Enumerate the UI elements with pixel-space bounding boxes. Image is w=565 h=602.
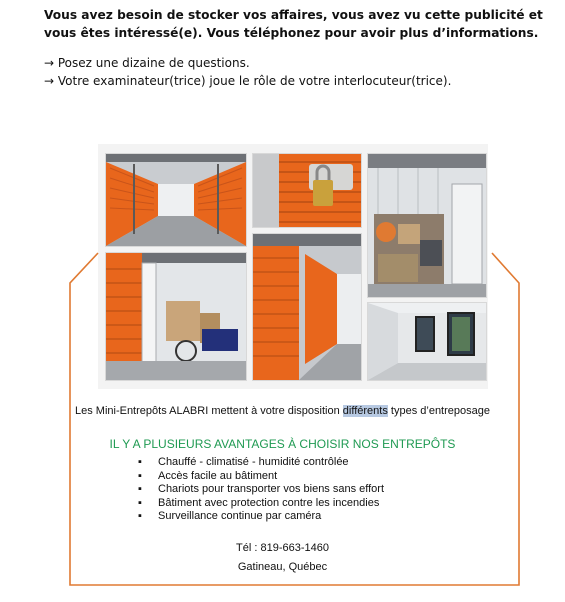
advantage-item: ▪ Chauffé - climatisé - humidité contrôlée — [136, 456, 384, 470]
advantage-item: ▪ Surveillance continue par caméra — [136, 510, 384, 524]
open-unit-cart-photo — [106, 253, 246, 380]
city-location: Gatineau, Québec — [237, 561, 328, 573]
advantage-item: ▪ Bâtiment avec protection contre les incendies — [136, 497, 384, 511]
instructions-title: Vous avez besoin de stocker vos affaires, vous avez vu cette publicité et vous êtes intéressé(e). Vous téléphonez pour avoir plus d’informations. — [44, 8, 543, 40]
advantage-item: ▪ Chariots pour transporter vos biens sans effort — [136, 483, 384, 497]
advantage-item: ▪ Accès facile au bâtiment — [136, 470, 384, 484]
tagline-text-end: types d’entreposage — [387, 405, 490, 417]
instructions-list — [44, 54, 559, 90]
phone-number: Tél : 819-663-1460 — [236, 542, 329, 554]
corridor-photo — [106, 154, 246, 246]
advantages-title: IL Y A PLUSIEURS AVANTAGES À CHOISIR NOS ENTREPÔTS — [109, 437, 456, 451]
tagline-highlight: différents — [342, 405, 388, 417]
storage-unit-contents-photo — [368, 154, 486, 297]
padlock-photo — [253, 154, 361, 227]
flyer-tagline — [0, 405, 565, 417]
unit-door-corridor-photo — [253, 234, 361, 380]
instruction-line: → Votre examinateur(trice) joue le rôle de votre interlocuteur(trice). — [44, 74, 452, 88]
empty-room-photo — [368, 303, 486, 380]
advantages-list — [136, 456, 384, 524]
instruction-line: → Posez une dizaine de questions. — [44, 56, 250, 70]
tagline-text: Les Mini-Entrepôts ALABRI mettent à votre disposition — [74, 405, 343, 417]
instructions — [44, 6, 559, 90]
